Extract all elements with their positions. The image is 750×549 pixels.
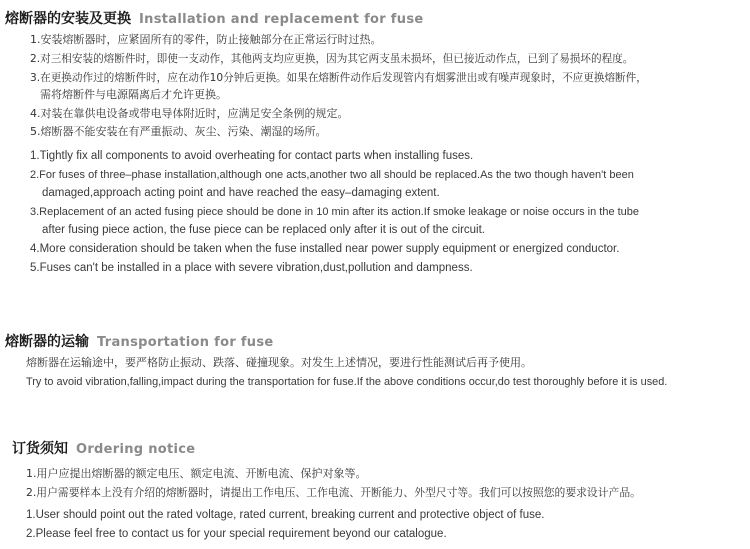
transportation-heading-en: Transportation for fuse (97, 335, 274, 350)
transport-zh-text: 熔断器在运输途中，要严格防止振动、跌落、碰撞现象。对发生上述情况，要进行性能测试后再予使用。 (26, 356, 532, 369)
ordering-en-item-2: 2.Please feel free to contact us for your special requirement beyond our catalogue. (26, 528, 447, 540)
transportation-heading (5, 331, 274, 351)
install-zh-item-4: 4.对装在靠供电设备或带电导体附近时，应满足安全条例的规定。 (30, 107, 349, 120)
install-en-item-5: 5.Fuses can't be installed in a place with severe vibration,dust,pollution and dampness. (30, 262, 473, 274)
ordering-heading (12, 438, 195, 458)
installation-heading (5, 8, 423, 28)
ordering-heading-en: Ordering notice (76, 442, 196, 457)
installation-heading-zh: 熔断器的安装及更换 (5, 11, 131, 27)
installation-heading-en: Installation and replacement for fuse (139, 12, 424, 27)
ordering-zh-item-2: 2.用户需要样本上没有介绍的熔断器时，请提出工作电压、工作电流、开断能力、外型尺寸等。我们可以按照您的要求设计产品。 (26, 486, 641, 499)
install-en-item-1: 1.Tightly fix all components to avoid overheating for contact parts when installing fuses. (30, 150, 474, 162)
install-en-item-3-cont: after fusing piece action, the fuse piece can be replaced only after it is out of the circuit. (42, 224, 486, 236)
transportation-heading-zh: 熔断器的运输 (5, 334, 89, 350)
ordering-en-item-1: 1.User should point out the rated voltage, rated current, breaking current and protective object of fuse. (26, 509, 545, 521)
install-zh-item-2: 2.对三相安装的熔断件时，即使一支动作，其他两支均应更换，因为其它两支虽未损坏，但已接近动作点，已到了易损坏的程度。 (30, 53, 634, 65)
install-en-item-2: 2.For fuses of three–phase installation,although one acts,another two all should be replaced.As the two though haven't been (30, 169, 634, 181)
install-en-item-4: 4.More consideration should be taken when the fuse installed near power supply equipment or energized conductor. (30, 243, 620, 255)
ordering-heading-zh: 订货须知 (12, 441, 68, 457)
install-en-item-3: 3.Replacement of an acted fusing piece should be done in 10 min after its action.If smoke leakage or noise occurs in the tube (30, 206, 640, 218)
install-zh-item-5: 5.熔断器不能安装在有严重振动、灰尘、污染、潮湿的场所。 (30, 125, 327, 138)
transport-en-text: Try to avoid vibration,falling,impact during the transportation for fuse.If the above conditions occur,do test thoroughly before it is used. (26, 376, 668, 388)
install-zh-item-3: 3.在更换动作过的熔断件时，应在动作10分钟后更换。如果在熔断件动作后发现管内有烟雾泄出或有噪声现象时，不应更换熔断件， (30, 72, 647, 84)
ordering-zh-item-1: 1.用户应提出熔断器的额定电压、额定电流、开断电流、保护对象等。 (26, 467, 367, 480)
install-en-item-2-cont: damaged,approach acting point and have reached the easy–damaging extent. (42, 187, 440, 199)
install-zh-item-3-cont: 需将熔断件与电源隔离后才允许更换。 (40, 88, 227, 101)
install-zh-item-1: 1.安装熔断器时，应紧固所有的零件，防止接触部分在正常运行时过热。 (30, 33, 382, 46)
